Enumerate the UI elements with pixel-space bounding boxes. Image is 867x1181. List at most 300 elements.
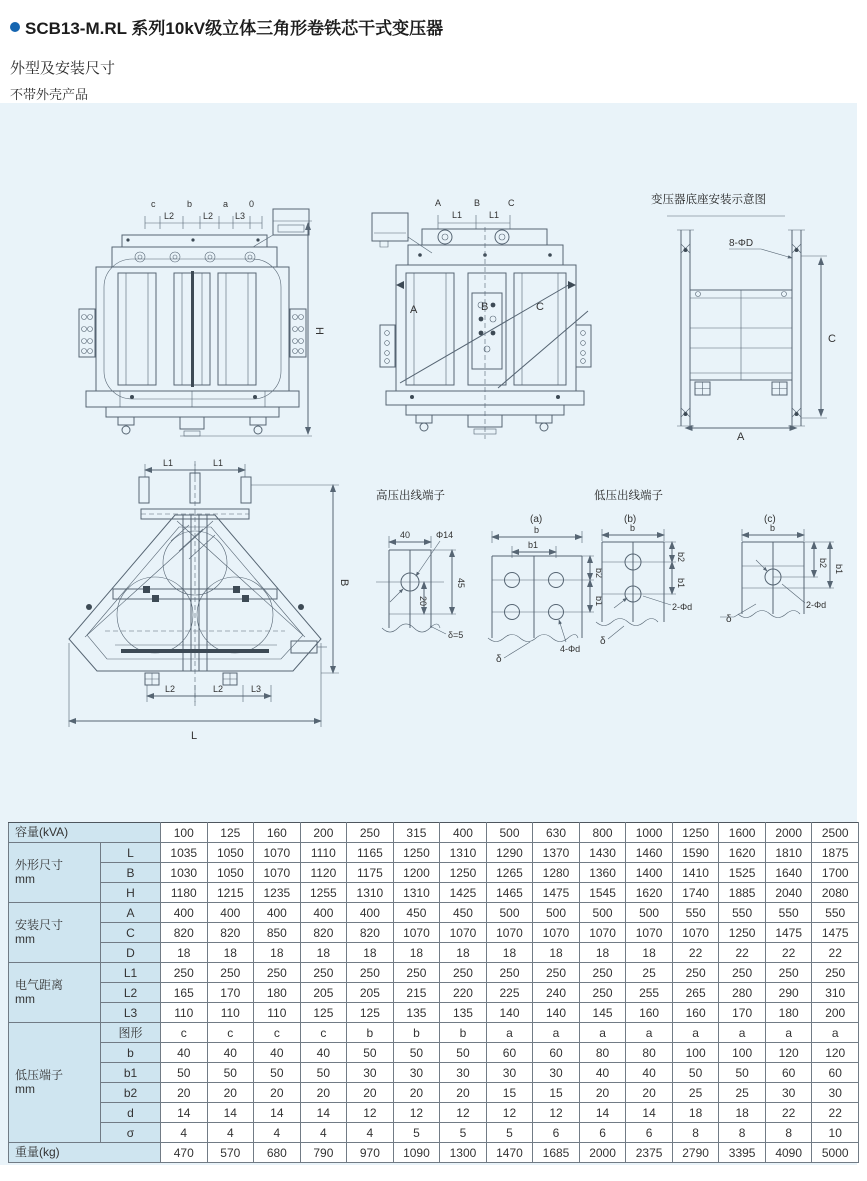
capacity-value-cell: 2000 [765,823,812,843]
data-cell: 250 [765,963,812,983]
data-cell: 120 [812,1043,859,1063]
data-cell: 820 [207,923,254,943]
data-cell: 1070 [533,923,580,943]
phase-label: C [536,301,544,313]
phase-label: A [410,304,418,316]
row-label-cell: C [101,923,161,943]
row-label-cell: D [101,943,161,963]
data-cell: 18 [440,943,487,963]
hole-count-label: 4-Φd [560,644,581,654]
data-cell: 1700 [812,863,859,883]
data-cell: 1030 [161,863,208,883]
data-cell: 250 [533,963,580,983]
data-cell: 1620 [626,883,673,903]
capacity-value-cell: 125 [207,823,254,843]
table-row [9,863,859,883]
data-cell: 30 [393,1063,440,1083]
data-cell: 170 [207,983,254,1003]
row-label-cell: L3 [101,1003,161,1023]
data-cell: 20 [393,1083,440,1103]
data-cell: 25 [719,1083,766,1103]
dim-label: L2 [213,684,224,694]
capacity-value-cell: 800 [579,823,626,843]
front-view-drawing [60,193,325,443]
data-cell: 80 [579,1043,626,1063]
data-cell: 550 [672,903,719,923]
data-cell: 60 [765,1063,812,1083]
data-cell: 4 [300,1123,347,1143]
data-cell: 1460 [626,843,673,863]
row-label-cell: d [101,1103,161,1123]
capacity-value-cell: 2500 [812,823,859,843]
data-cell: 1310 [393,883,440,903]
capacity-value-cell: 1000 [626,823,673,843]
data-cell: 250 [161,963,208,983]
data-cell: 20 [207,1083,254,1103]
dim-label: a [223,199,229,209]
data-cell: 250 [672,963,719,983]
data-cell: 1215 [207,883,254,903]
data-cell: 500 [486,903,533,923]
data-cell: 120 [765,1043,812,1063]
bullet-icon [10,22,20,32]
data-cell: 850 [254,923,301,943]
data-cell: 1590 [672,843,719,863]
dim-label-b: B [338,579,350,587]
data-cell: 1175 [347,863,394,883]
data-cell: 30 [533,1063,580,1083]
row-label-cell: A [101,903,161,923]
data-cell: 1410 [672,863,719,883]
data-cell: 180 [765,1003,812,1023]
data-cell: 18 [254,943,301,963]
data-cell: 500 [533,903,580,923]
group-label-cell: 安装尺寸 mm [9,903,101,963]
data-cell: 14 [300,1103,347,1123]
row-label-cell: L1 [101,963,161,983]
weight-value-cell: 1300 [440,1143,487,1163]
hole-count-label: 2-Φd [806,600,827,610]
data-cell: 1110 [300,843,347,863]
data-cell: 18 [533,943,580,963]
data-cell: 1050 [207,863,254,883]
table-row [9,963,859,983]
data-cell: 1250 [719,923,766,943]
hv-terminal-title: 高压出线端子 [376,490,445,502]
data-cell: 145 [579,1003,626,1023]
data-cell: 40 [579,1063,626,1083]
data-cell: 30 [440,1063,487,1083]
data-cell: a [765,1023,812,1043]
dim-label: 40 [400,530,411,540]
data-cell: 50 [161,1063,208,1083]
data-cell: 25 [672,1083,719,1103]
data-cell: b [393,1023,440,1043]
data-cell: 1070 [626,923,673,943]
data-cell: 22 [812,1103,859,1123]
data-cell: 220 [440,983,487,1003]
data-cell: 100 [672,1043,719,1063]
dim-label: L1 [489,210,500,220]
data-cell: 1740 [672,883,719,903]
data-cell: 14 [579,1103,626,1123]
data-cell: 40 [254,1043,301,1063]
data-cell: 250 [300,963,347,983]
data-cell: 18 [672,1103,719,1123]
data-cell: 50 [440,1043,487,1063]
data-cell: 135 [440,1003,487,1023]
data-cell: a [579,1023,626,1043]
data-cell: 20 [579,1083,626,1103]
data-cell: 110 [207,1003,254,1023]
weight-value-cell: 4090 [765,1143,812,1163]
data-cell: 205 [300,983,347,1003]
data-cell: 8 [765,1123,812,1143]
data-cell: 1885 [719,883,766,903]
data-cell: 1250 [393,843,440,863]
data-cell: a [626,1023,673,1043]
weight-value-cell: 2375 [626,1143,673,1163]
data-cell: 22 [719,943,766,963]
base-diagram-title: 变压器底座安装示意图 [651,194,766,206]
data-cell: 18 [579,943,626,963]
dim-label: 20 [418,596,428,607]
data-cell: 4 [254,1123,301,1143]
data-cell: 1875 [812,843,859,863]
dim-label-h: H [313,327,325,335]
data-cell: 1265 [486,863,533,883]
data-cell: 1070 [672,923,719,943]
data-cell: 205 [347,983,394,1003]
data-cell: 18 [161,943,208,963]
capacity-header-cell: 容量(kVA) [9,823,161,843]
lv-terminals-drawing [592,486,859,658]
hole-count-label: 2-Φd [672,602,693,612]
triangle-top-view-drawing [55,455,350,747]
table-row [9,983,859,1003]
data-cell: 135 [393,1003,440,1023]
data-cell: 110 [254,1003,301,1023]
data-cell: 50 [347,1043,394,1063]
data-cell: 1310 [347,883,394,903]
data-cell: 110 [161,1003,208,1023]
data-cell: 30 [347,1063,394,1083]
row-label-cell: b1 [101,1063,161,1083]
data-cell: 22 [765,1103,812,1123]
hv-terminal-drawing [374,486,496,662]
dim-label: C [508,198,515,208]
dim-label: 45 [456,578,466,589]
data-cell: 18 [207,943,254,963]
data-cell: 1640 [765,863,812,883]
dim-label: b [770,523,776,533]
data-cell: 22 [765,943,812,963]
group-label-cell: 外形尺寸 mm [9,843,101,903]
data-cell: 255 [626,983,673,1003]
dim-label: b1 [676,578,686,589]
data-cell: 1070 [440,923,487,943]
data-cell: 180 [254,983,301,1003]
data-cell: 14 [207,1103,254,1123]
data-cell: a [812,1023,859,1043]
dim-label: L2 [165,684,176,694]
table-row [9,843,859,863]
page-title: SCB13-M.RL 系列10kV级立体三角形卷铁芯干式变压器 [25,19,444,38]
data-cell: 125 [347,1003,394,1023]
row-label-cell: L2 [101,983,161,1003]
data-cell: 40 [207,1043,254,1063]
table-row [9,883,859,903]
lv-terminal-a-drawing [482,510,609,672]
data-cell: 200 [812,1003,859,1023]
spec-table-body [9,823,859,1163]
data-cell: 20 [626,1083,673,1103]
data-cell: 60 [533,1043,580,1063]
terminal-caption: (c) [764,514,776,525]
data-cell: 500 [579,903,626,923]
capacity-value-cell: 400 [440,823,487,843]
data-cell: 5 [440,1123,487,1143]
data-cell: 4 [207,1123,254,1143]
dim-label: b [534,525,540,535]
data-cell: 1255 [300,883,347,903]
dim-label: b1 [528,540,539,550]
side-view-drawing [350,193,622,443]
data-cell: 8 [719,1123,766,1143]
data-cell: 1425 [440,883,487,903]
page-title-row [10,14,443,39]
data-cell: 10 [812,1123,859,1143]
data-cell: 2040 [765,883,812,903]
data-cell: 40 [161,1043,208,1063]
data-cell: 1400 [626,863,673,883]
data-cell: 50 [254,1063,301,1083]
data-cell: 20 [161,1083,208,1103]
weight-value-cell: 3395 [719,1143,766,1163]
data-cell: 22 [812,943,859,963]
data-cell: 6 [533,1123,580,1143]
table-row [9,1063,859,1083]
data-cell: 14 [161,1103,208,1123]
data-cell: 1475 [765,923,812,943]
dim-label: b2 [818,558,828,569]
dim-label: b1 [594,596,604,607]
data-cell: 25 [626,963,673,983]
data-cell: 1810 [765,843,812,863]
data-cell: 1290 [486,843,533,863]
weight-value-cell: 1685 [533,1143,580,1163]
data-cell: 450 [440,903,487,923]
capacity-value-cell: 250 [347,823,394,843]
data-cell: 15 [533,1083,580,1103]
capacity-value-cell: 630 [533,823,580,843]
data-cell: 140 [533,1003,580,1023]
data-cell: 160 [626,1003,673,1023]
section-note: 不带外壳产品 [10,87,89,102]
data-cell: 12 [486,1103,533,1123]
group-label-cell: 电气距离 mm [9,963,101,1023]
data-cell: 12 [533,1103,580,1123]
data-cell: 6 [579,1123,626,1143]
data-cell: 20 [347,1083,394,1103]
data-cell: 4 [347,1123,394,1143]
weight-value-cell: 1090 [393,1143,440,1163]
data-cell: 30 [486,1063,533,1083]
data-cell: 60 [486,1043,533,1063]
data-cell: 1475 [533,883,580,903]
weight-value-cell: 2000 [579,1143,626,1163]
data-cell: 1070 [486,923,533,943]
table-row [9,1023,859,1043]
data-cell: 1180 [161,883,208,903]
dim-label: L3 [235,211,246,221]
hole-count-label: 8-ΦD [729,238,754,249]
row-label-cell: b [101,1043,161,1063]
weight-value-cell: 2790 [672,1143,719,1163]
table-row [9,1003,859,1023]
data-cell: 400 [161,903,208,923]
data-cell: 1525 [719,863,766,883]
weight-value-cell: 790 [300,1143,347,1163]
data-cell: 14 [626,1103,673,1123]
data-cell: 500 [626,903,673,923]
weight-value-cell: 970 [347,1143,394,1163]
data-cell: 40 [626,1063,673,1083]
data-cell: a [719,1023,766,1043]
dim-label: L1 [163,458,174,468]
data-cell: 1430 [579,843,626,863]
data-cell: 250 [393,963,440,983]
data-cell: 550 [719,903,766,923]
data-cell: 1620 [719,843,766,863]
dim-label-c: C [828,333,836,345]
data-cell: 820 [300,923,347,943]
table-row [9,1083,859,1103]
dim-label: L1 [452,210,463,220]
data-cell: 280 [719,983,766,1003]
dim-label: L3 [251,684,262,694]
data-cell: 250 [812,963,859,983]
data-cell: 1370 [533,843,580,863]
table-row [9,923,859,943]
weight-value-cell: 570 [207,1143,254,1163]
phase-label: B [481,301,489,313]
data-cell: 50 [719,1063,766,1083]
data-cell: 550 [765,903,812,923]
data-cell: 30 [765,1083,812,1103]
thickness-label: δ [496,654,502,665]
data-cell: 250 [207,963,254,983]
table-row [9,903,859,923]
data-cell: 18 [300,943,347,963]
table-row [9,823,859,843]
dim-label: b1 [834,564,844,575]
data-cell: 18 [626,943,673,963]
data-cell: 265 [672,983,719,1003]
data-cell: 125 [300,1003,347,1023]
data-cell: c [300,1023,347,1043]
capacity-value-cell: 500 [486,823,533,843]
table-row [9,1103,859,1123]
data-cell: 250 [347,963,394,983]
data-cell: a [486,1023,533,1043]
data-cell: 215 [393,983,440,1003]
row-label-cell: b2 [101,1083,161,1103]
capacity-value-cell: 160 [254,823,301,843]
data-cell: 225 [486,983,533,1003]
dim-label: A [435,198,442,208]
weight-value-cell: 470 [161,1143,208,1163]
row-label-cell: B [101,863,161,883]
dim-label: c [151,199,156,209]
data-cell: 250 [579,963,626,983]
data-cell: 50 [300,1063,347,1083]
data-cell: 1070 [254,863,301,883]
data-cell: 18 [719,1103,766,1123]
dim-label: Φ14 [436,530,454,540]
data-cell: 1235 [254,883,301,903]
data-cell: 450 [393,903,440,923]
weight-header-cell: 重量(kg) [9,1143,161,1163]
dim-label-a: A [737,431,745,443]
data-cell: 40 [300,1043,347,1063]
section-subtitle: 外型及安装尺寸 [10,60,116,77]
data-cell: 5 [486,1123,533,1143]
row-label-cell: 图形 [101,1023,161,1043]
base-installation-drawing [645,190,853,442]
table-row [9,1043,859,1063]
dim-label: b2 [594,568,604,579]
capacity-value-cell: 1250 [672,823,719,843]
data-cell: 8 [672,1123,719,1143]
data-cell: 18 [347,943,394,963]
data-cell: 165 [161,983,208,1003]
dim-label: L2 [164,211,175,221]
data-cell: 22 [672,943,719,963]
terminal-caption: (b) [624,514,637,525]
weight-value-cell: 5000 [812,1143,859,1163]
dim-label: L2 [203,211,214,221]
data-cell: b [347,1023,394,1043]
data-cell: 12 [347,1103,394,1123]
data-cell: 100 [719,1043,766,1063]
data-cell: 400 [347,903,394,923]
data-cell: 250 [254,963,301,983]
data-cell: c [254,1023,301,1043]
data-cell: 250 [579,983,626,1003]
data-cell: 1070 [254,843,301,863]
data-cell: 20 [440,1083,487,1103]
data-cell: 1465 [486,883,533,903]
dim-label: B [474,198,481,208]
dim-label: b2 [676,552,686,563]
spec-table [8,822,859,1163]
data-cell: 160 [672,1003,719,1023]
data-cell: 50 [672,1063,719,1083]
data-cell: 18 [486,943,533,963]
row-label-cell: H [101,883,161,903]
data-cell: 1120 [300,863,347,883]
capacity-value-cell: 100 [161,823,208,843]
dim-label-l: L [191,730,198,742]
data-cell: 1475 [812,923,859,943]
weight-value-cell: 680 [254,1143,301,1163]
data-cell: 60 [812,1063,859,1083]
data-cell: 140 [486,1003,533,1023]
capacity-value-cell: 1600 [719,823,766,843]
data-cell: 14 [254,1103,301,1123]
data-cell: c [207,1023,254,1043]
